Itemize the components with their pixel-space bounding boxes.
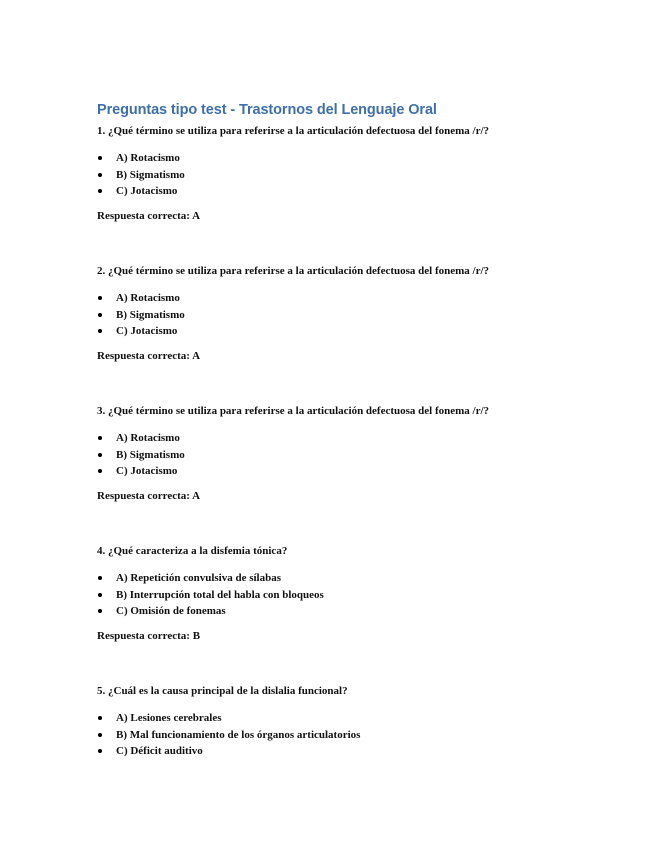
option-item: B) Interrupción total del habla con bloqueos [97, 588, 637, 605]
question-text: 3. ¿Qué término se utiliza para referirse a la articulación defectuosa del fonema /r/? [97, 405, 490, 417]
option-item: A) Rotacismo [97, 431, 637, 448]
option-item: A) Repetición convulsiva de sílabas [97, 571, 637, 588]
question-block [97, 124, 637, 223]
options-list [97, 571, 637, 621]
correct-answer: Respuesta correcta: A [97, 210, 201, 223]
question-text: 4. ¿Qué caracteriza a la disfemia tónica? [97, 545, 288, 557]
options-list [97, 711, 637, 761]
correct-answer: Respuesta correcta: B [97, 630, 201, 643]
option-item: C) Omisión de fonemas [97, 604, 637, 621]
option-item: A) Rotacismo [97, 151, 637, 168]
options-list [97, 291, 637, 341]
option-item: C) Jotacismo [97, 464, 637, 481]
option-item: A) Lesiones cerebrales [97, 711, 637, 728]
document-title: Preguntas tipo test - Trastornos del Lenguaje Oral [97, 102, 437, 118]
option-item: B) Mal funcionamiento de los órganos articulatorios [97, 728, 637, 745]
question-block [97, 404, 637, 503]
question-block [97, 544, 637, 643]
option-item: C) Jotacismo [97, 324, 637, 341]
option-item: C) Jotacismo [97, 184, 637, 201]
option-item: A) Rotacismo [97, 291, 637, 308]
option-item: B) Sigmatismo [97, 448, 637, 465]
options-list [97, 431, 637, 481]
correct-answer: Respuesta correcta: A [97, 350, 201, 363]
question-text: 5. ¿Cuál es la causa principal de la dislalia funcional? [97, 685, 348, 697]
correct-answer: Respuesta correcta: A [97, 490, 201, 503]
option-item: B) Sigmatismo [97, 168, 637, 185]
question-text: 2. ¿Qué término se utiliza para referirse a la articulación defectuosa del fonema /r/? [97, 265, 490, 277]
options-list [97, 151, 637, 201]
question-block [97, 684, 637, 761]
option-item: B) Sigmatismo [97, 308, 637, 325]
question-text: 1. ¿Qué término se utiliza para referirse a la articulación defectuosa del fonema /r/? [97, 125, 490, 137]
option-item: C) Déficit auditivo [97, 744, 637, 761]
question-block [97, 264, 637, 363]
